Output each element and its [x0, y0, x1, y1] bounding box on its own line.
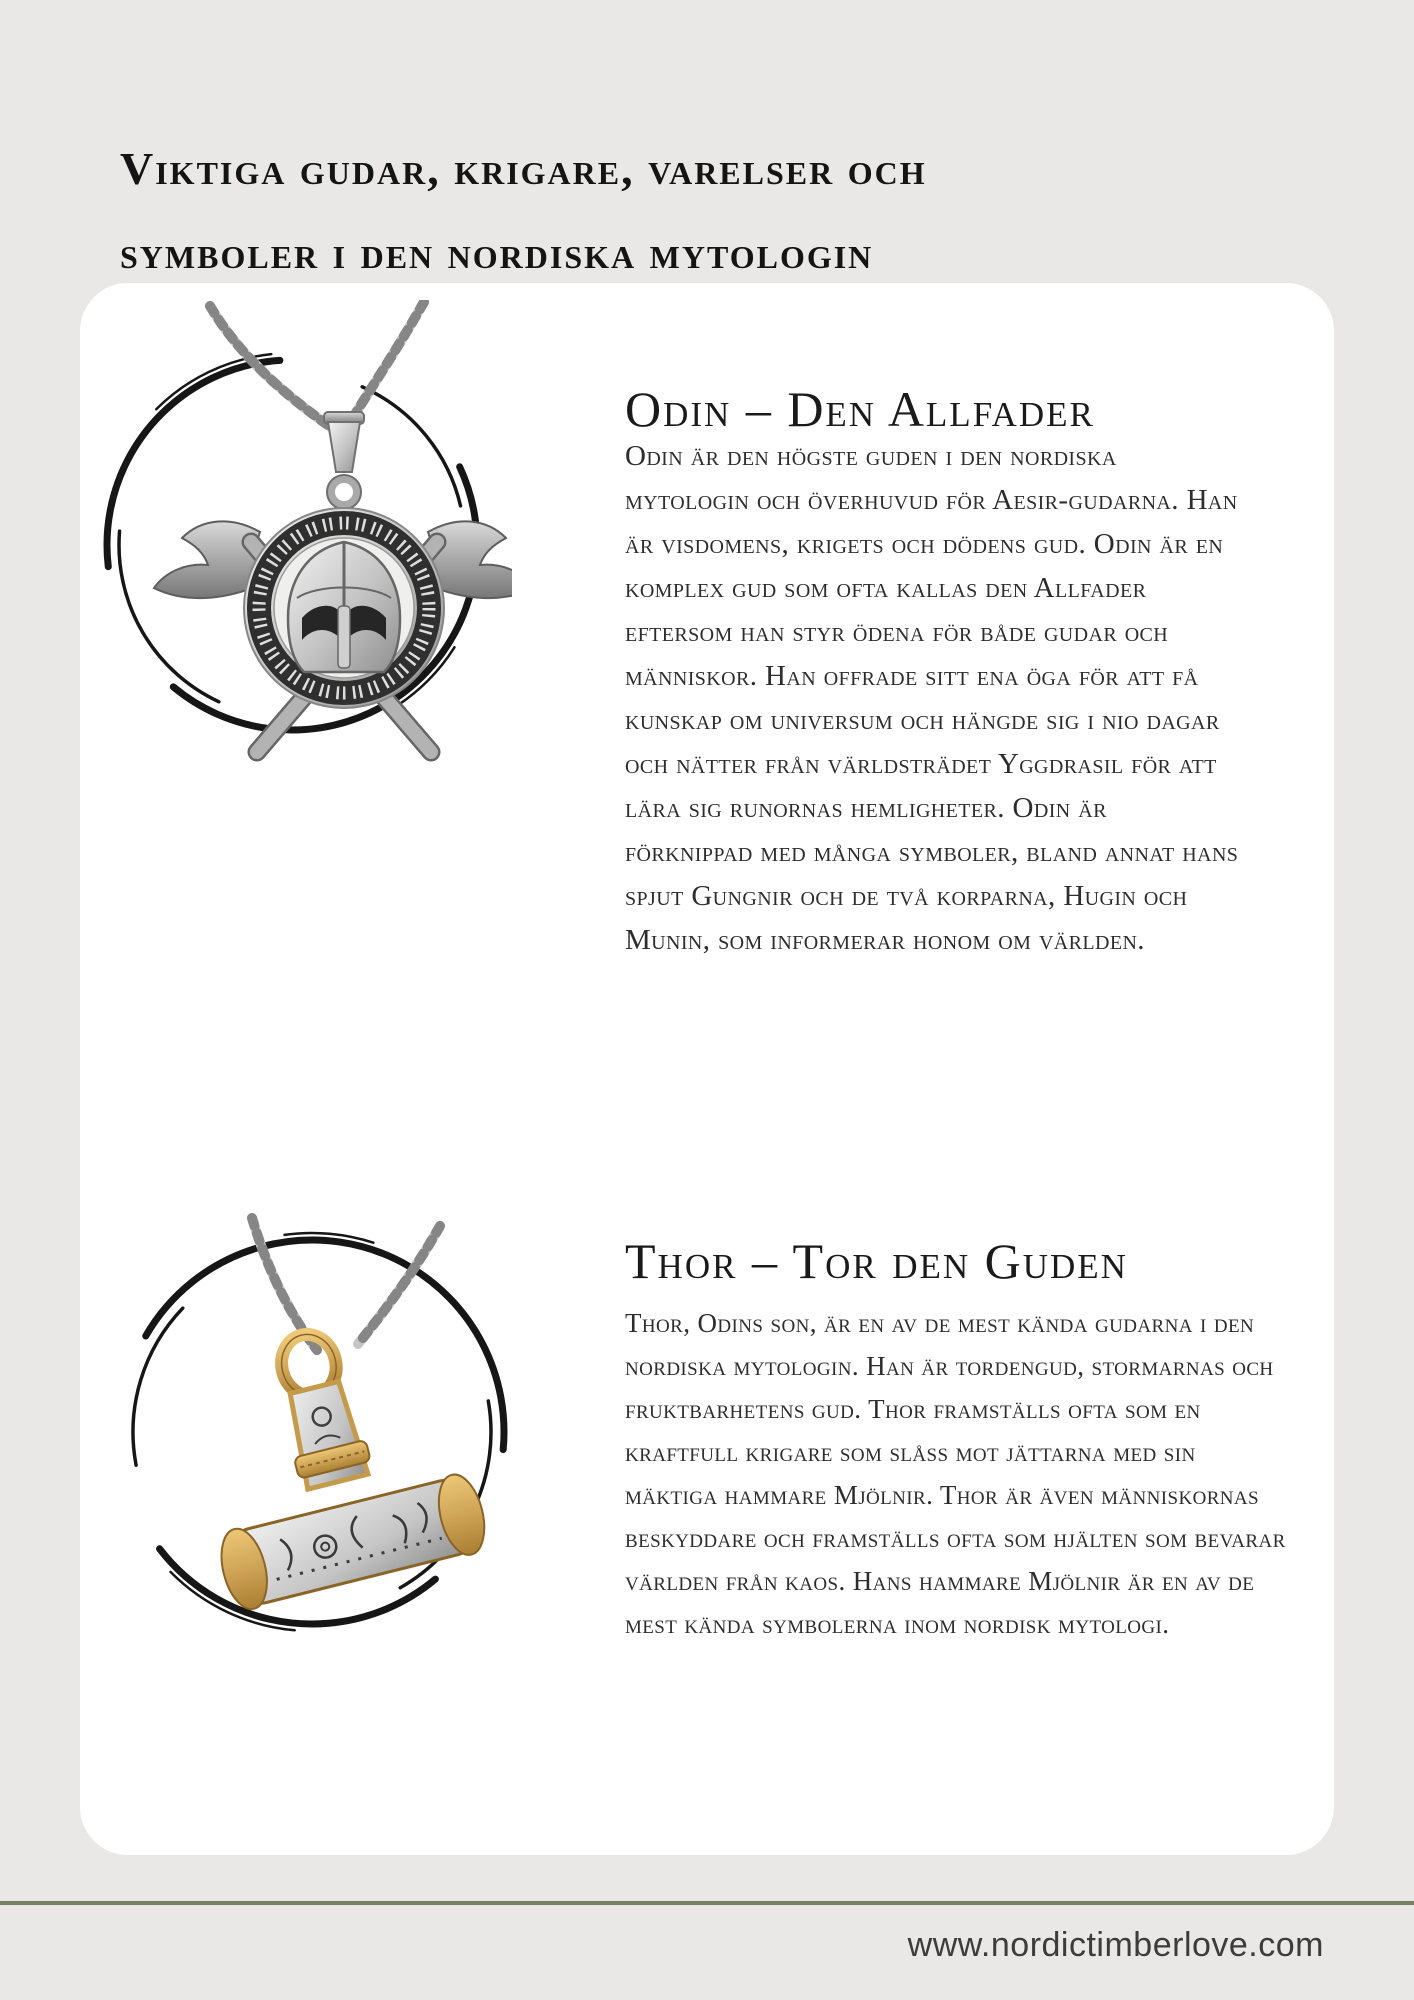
- odin-pendant-image: [92, 300, 512, 860]
- necklace-chain: [252, 1218, 440, 1350]
- page-title-line-1: Viktiga gudar, krigare, varelser och: [120, 142, 927, 194]
- content-card: [80, 283, 1334, 1855]
- footer-divider-line: [0, 1901, 1414, 1905]
- section-body-odin: Odin är den högste guden i den nordiska mytologin och överhuvud för Aesir-gudarna. Han är visdomens, krigets och dödens gud. Odin är en komplex gud som ofta kallas den Allfader eftersom han styr ödena för både gudar och människor. Han offrade sitt ena öga för att få kunskap om universum och hängde sig i nio dagar och nätter från världsträdet Yggdrasil för att lära sig runornas hemligheter. Odin är förknippad med många symboler, bland annat hans spjut Gungnir och de två korparna, Hugin och Munin, som informerar honom om världen.: [625, 440, 1239, 956]
- section-body-thor: Thor, Odins son, är en av de mest kända gudarna i den nordiska mytologin. Han är tordengud, stormarnas och fruktbarhetens gud. Thor framställs ofta som en kraftfull krigare som slåss mot jättarna med sin mäktiga hammare Mjölnir. Thor är även människornas beskyddare och framställs ofta som hjälten som bevarar världen från kaos. Hans hammare Mjölnir är en av de mest kända symbolerna inom nordisk mytologi.: [625, 1308, 1286, 1639]
- section-heading-thor: Thor – Tor den Guden: [625, 1232, 1128, 1289]
- footer-website-url: www.nordictimberlove.com: [907, 1926, 1324, 1964]
- page-title: [120, 127, 1300, 295]
- mjolnir-hammer: [172, 1303, 492, 1614]
- thor-pendant-image: [102, 1210, 532, 1680]
- page-title-line-2: symboler i den nordiska mytologin: [120, 226, 874, 278]
- section-heading-odin: Odin – Den Allfader: [625, 380, 1095, 437]
